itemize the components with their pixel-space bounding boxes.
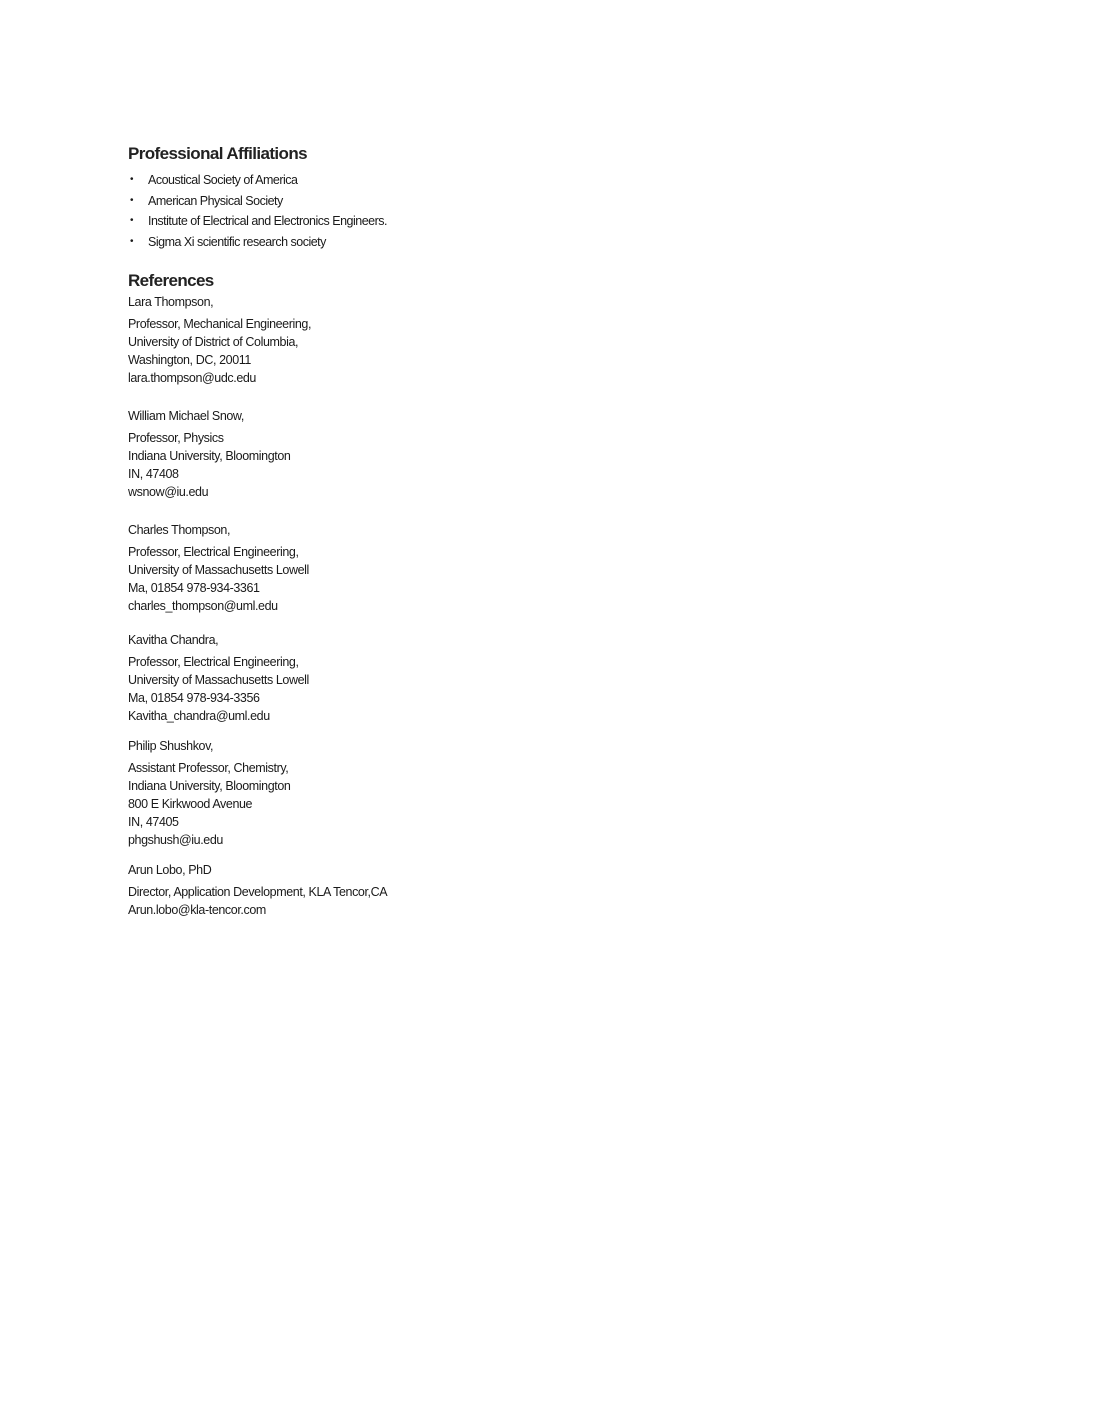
- reference-entry: [128, 521, 828, 615]
- reference-line: Ma, 01854 978-934-3356: [128, 691, 260, 705]
- document-page: [128, 142, 828, 919]
- reference-line: University of Massachusetts Lowell: [128, 563, 309, 577]
- reference-entry: [128, 861, 828, 919]
- reference-name: Charles Thompson,: [128, 523, 231, 537]
- reference-line: Professor, Electrical Engineering,: [128, 655, 299, 669]
- reference-line: Professor, Mechanical Engineering,: [128, 317, 312, 331]
- reference-name: Kavitha Chandra,: [128, 633, 219, 647]
- reference-name: Philip Shushkov,: [128, 739, 214, 753]
- reference-line: Washington, DC, 20011: [128, 353, 251, 367]
- bullet-icon: •: [130, 194, 134, 206]
- reference-line: Professor, Physics: [128, 431, 224, 445]
- references-heading: References: [128, 271, 214, 290]
- bullet-icon: •: [130, 235, 134, 247]
- affiliations-list: [128, 170, 828, 252]
- list-item: [128, 170, 828, 191]
- list-item: [128, 211, 828, 232]
- bullet-icon: •: [130, 215, 134, 226]
- reference-email: phgshush@iu.edu: [128, 833, 223, 847]
- reference-line: Director, Application Development, KLA Tencor,CA: [128, 885, 388, 899]
- reference-entry: [128, 293, 828, 387]
- reference-email: wsnow@iu.edu: [128, 485, 209, 499]
- reference-line: Assistant Professor, Chemistry,: [128, 761, 289, 775]
- reference-email: Arun.lobo@kla-tencor.com: [128, 903, 266, 917]
- reference-line: University of District of Columbia,: [128, 335, 299, 349]
- reference-entry: [128, 407, 828, 501]
- affiliations-heading: Professional Affiliations: [128, 144, 307, 163]
- affiliation-text: Sigma Xi scientific research society: [148, 234, 326, 249]
- reference-name: Lara Thompson,: [128, 295, 214, 309]
- reference-line: IN, 47408: [128, 467, 179, 481]
- reference-name: Arun Lobo, PhD: [128, 863, 212, 877]
- affiliation-text: American Physical Society: [148, 193, 283, 208]
- affiliation-text: Institute of Electrical and Electronics Engineers.: [148, 214, 388, 228]
- reference-email: lara.thompson@udc.edu: [128, 371, 256, 385]
- reference-line: University of Massachusetts Lowell: [128, 673, 309, 687]
- reference-line: Indiana University, Bloomington: [128, 449, 291, 463]
- reference-email: charles_thompson@uml.edu: [128, 599, 278, 613]
- list-item: [128, 191, 828, 212]
- bullet-icon: •: [130, 174, 134, 185]
- reference-entry: [128, 737, 828, 849]
- reference-line: Ma, 01854 978-934-3361: [128, 581, 260, 595]
- reference-name: William Michael Snow,: [128, 409, 244, 423]
- affiliation-text: Acoustical Society of America: [148, 173, 298, 187]
- reference-email: Kavitha_chandra@uml.edu: [128, 709, 270, 723]
- reference-line: Indiana University, Bloomington: [128, 779, 291, 793]
- reference-line: Professor, Electrical Engineering,: [128, 545, 299, 559]
- reference-line: IN, 47405: [128, 815, 179, 829]
- reference-line: 800 E Kirkwood Avenue: [128, 797, 253, 811]
- reference-entry: [128, 631, 828, 725]
- list-item: [128, 232, 828, 253]
